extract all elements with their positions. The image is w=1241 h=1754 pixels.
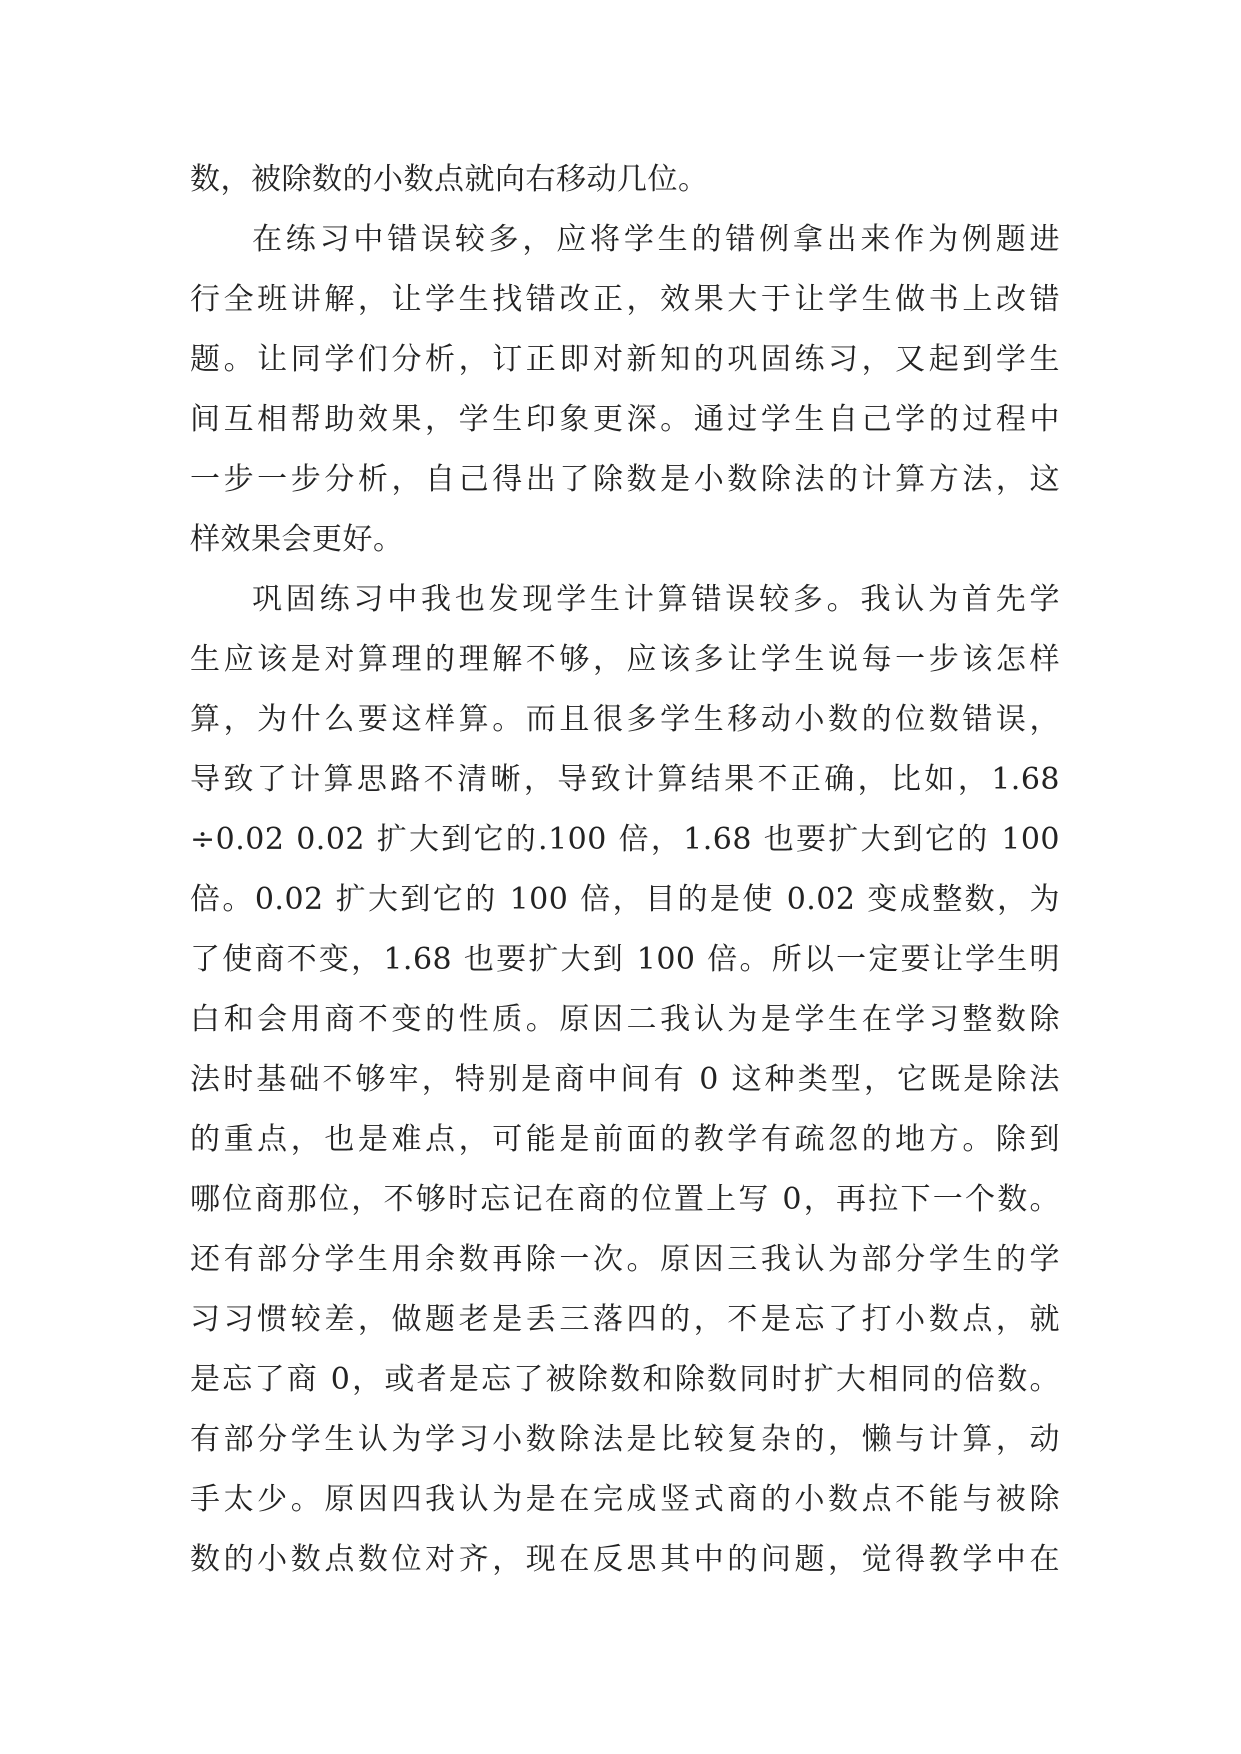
text-line: 白和会用商不变的性质。原因二我认为是学生在学习整数除 xyxy=(190,1002,1060,1037)
text-line: 样效果会更好。 xyxy=(190,522,404,557)
text-line: 数，被除数的小数点就向右移动几位。 xyxy=(190,162,709,197)
text-line: 生应该是对算理的理解不够，应该多让学生说每一步该怎样 xyxy=(190,642,1060,677)
text-line: 数的小数点数位对齐，现在反思其中的问题，觉得教学中在 xyxy=(190,1542,1060,1577)
text-line: 巩固练习中我也发现学生计算错误较多。我认为首先学 xyxy=(252,582,1060,617)
text-line: 间互相帮助效果，学生印象更深。通过学生自己学的过程中 xyxy=(190,402,1060,437)
text-line: 一步一步分析，自己得出了除数是小数除法的计算方法，这 xyxy=(190,462,1060,497)
document-page xyxy=(190,150,1060,1590)
text-line: ÷0.02 0.02 扩大到它的.100 倍，1.68 也要扩大到它的 100 xyxy=(190,822,1060,857)
text-line: 哪位商那位，不够时忘记在商的位置上写 0，再拉下一个数。 xyxy=(190,1182,1060,1217)
text-line: 的重点，也是难点，可能是前面的教学有疏忽的地方。除到 xyxy=(190,1122,1060,1157)
text-line: 还有部分学生用余数再除一次。原因三我认为部分学生的学 xyxy=(190,1242,1060,1277)
text-line: 有部分学生认为学习小数除法是比较复杂的，懒与计算，动 xyxy=(190,1422,1060,1457)
text-line: 手太少。原因四我认为是在完成竖式商的小数点不能与被除 xyxy=(190,1482,1060,1517)
text-line: 是忘了商 0，或者是忘了被除数和除数同时扩大相同的倍数。 xyxy=(190,1362,1060,1397)
text-line: 导致了计算思路不清晰，导致计算结果不正确，比如，1.68 xyxy=(190,762,1060,797)
text-line: 倍。0.02 扩大到它的 100 倍，目的是使 0.02 变成整数，为 xyxy=(190,882,1060,917)
text-line: 行全班讲解，让学生找错改正，效果大于让学生做书上改错 xyxy=(190,282,1060,317)
text-line: 法时基础不够牢，特别是商中间有 0 这种类型，它既是除法 xyxy=(190,1062,1060,1097)
text-line: 题。让同学们分析，订正即对新知的巩固练习，又起到学生 xyxy=(190,342,1060,377)
text-line: 了使商不变，1.68 也要扩大到 100 倍。所以一定要让学生明 xyxy=(190,942,1060,977)
text-line: 在练习中错误较多，应将学生的错例拿出来作为例题进 xyxy=(252,222,1060,257)
text-line: 算，为什么要这样算。而且很多学生移动小数的位数错误， xyxy=(190,702,1060,737)
text-line: 习习惯较差，做题老是丢三落四的，不是忘了打小数点，就 xyxy=(190,1302,1060,1337)
